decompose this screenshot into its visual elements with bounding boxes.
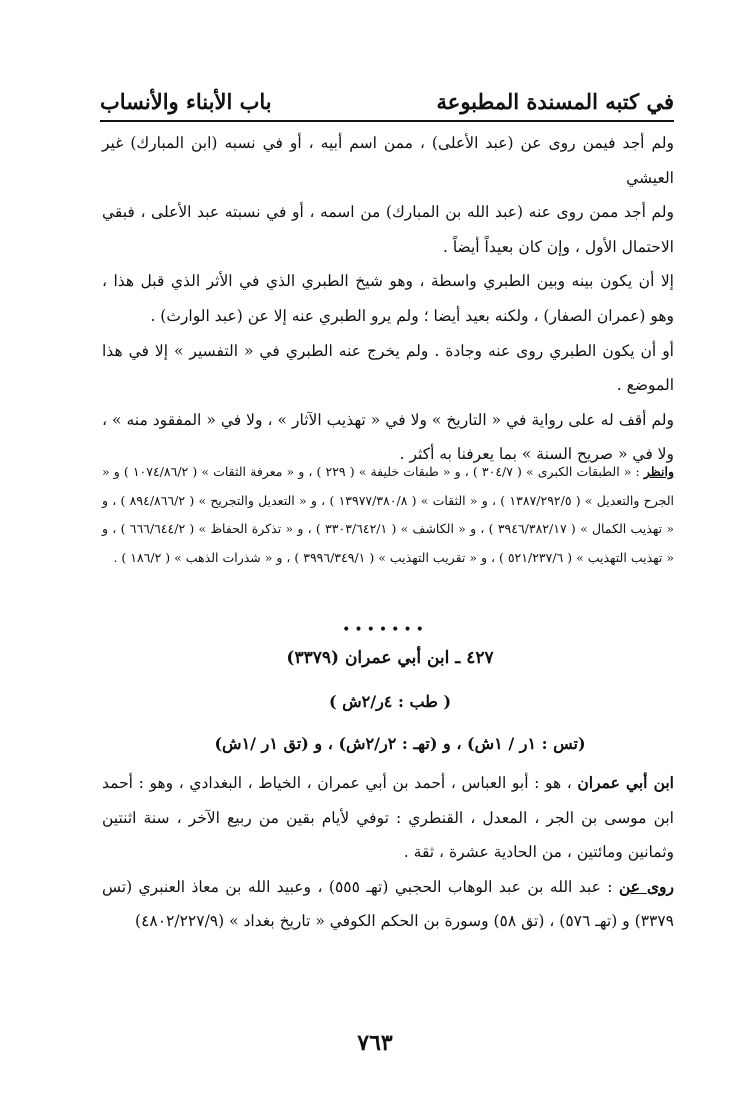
entry-title: ٤٢٧ ـ ابن أبي عمران (٣٣٧٩) [286,648,494,668]
paragraph-4: أو أن يكون الطبري روى عنه وجادة . ولم يخرج عنه الطبري في « التفسير » إلا في هذا الموضع . [102,341,674,395]
page-number: ٧٦٣ [357,1030,393,1056]
paragraph-2: ولم أجد ممن روى عنه (عبد الله بن المبارك) من اسمه ، أو في نسبته عبد الأعلى ، فبقي الاحتمال الأول ، وإن كان بعيداً أيضاً . [102,203,674,256]
header-chapter-title: باب الأبناء والأنساب [100,89,272,114]
header-rule [100,120,674,122]
entry-codes-secondary: (تس : ١ر / ١ش) ، و (تهـ : ٢ر/٢ش) ، و (تق ١ر /١ش) [214,734,586,753]
entry-biography [102,766,674,939]
narrated-from-text: : عبد الله بن عبد الوهاب الحجبي (تهـ ٥٥٥) ، وعبيد الله بن معاذ العنبري (تس ٣٣٧٩) و (تهـ ٥٧٦) ، (تق ٥٨) وسورة بن الحكم الكوفي « تاريخ بغداد » (٤٨٠٢/٢٢٧/٩) [102,877,674,931]
paragraph-5: ولم أقف له على رواية في « التاريخ » ولا في « تهذيب الآثار » ، ولا في « المفقود منه » ، ولا في « صريح السنة » بما يعرفنا به أكثر . [102,410,674,464]
header-book-title: في كتبه المسندة المطبوعة [436,89,674,114]
paragraph-3: إلا أن يكون بينه وبين الطبري واسطة ، وهو شيخ الطبري الذي في الأثر الذي قبل هذا ، وهو (عمران الصفار) ، ولكنه بعيد أيضا ؛ ولم يرو الطبري عنه إلا عن (عبد الوارث) . [102,272,674,325]
references-text: : « الطبقات الكبرى » ( ٣٠٤/٧ ) ، و « طبقات خليفة » ( ٢٢٩ ) ، و « معرفة الثقات » ( ١٠٧٤/٨٦/٢ ) و « الجرح والتعديل » ( ١٣٨٧/٢٩٢/٥ ) ، و « الثقات » ( ١٣٩٧٧/٣٨٠/٨ ) ، و « التعديل والتجريح » ( ٨٩٤/٨٦٦/٢ ) ، و « تهذيب الكمال » ( ٣٩٤٦/٣٨٢/١٧ ) ، و « الكاشف » ( ٣٣٠٣/٦٤٢/١ ) ، و « تذكرة الحفاظ » ( ٦٦٦/٦٤٤/٢ ) ، و « تهذيب التهذيب » ( ٥٢١/٢٣٧/٦ ) ، و « تقريب التهذيب » ( ٣٩٩٦/٣٤٩/١ ) ، و « شذرات الذهب » ( ١٨٦/٢ ) . [102,464,674,565]
paragraph-1: ولم أجد فيمن روى عن (عبد الأعلى) ، ممن اسم أبيه ، أو في نسبه (ابن المبارك) غير العيشي [102,134,674,187]
entry-name: ابن أبي عمران [577,773,674,792]
main-text [102,126,674,472]
references-label: وانظر [643,464,674,479]
references-note [102,458,674,572]
section-divider: ••••••• [342,622,428,638]
running-header [100,78,674,114]
entry-codes-primary: ( طب : ٤ر/٢ش ) [328,692,452,711]
entry-bio-text: ، هو : أبو العباس ، أحمد بن أبي عمران ، الخياط ، البغدادي ، وهو : أحمد ابن موسى بن الجر ، المعدل ، القنطري : توفي لأيام بقين من ربيع الآخر ، سنة اثنتين وثمانين ومائتين ، من الحادية عشرة ، ثقة . [102,774,674,862]
narrated-from-label: روى عن [618,876,675,896]
